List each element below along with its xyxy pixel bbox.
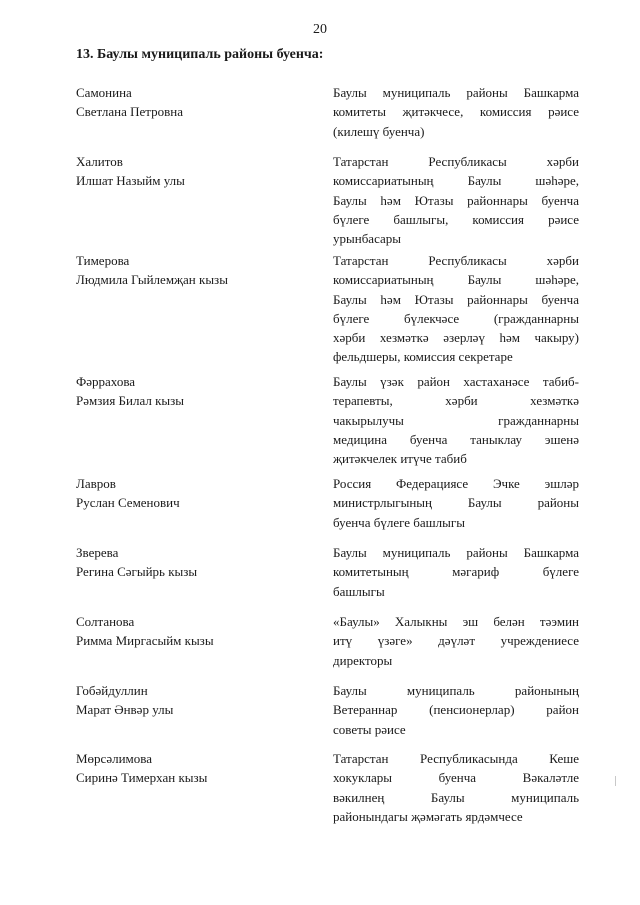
member-position-line: Татарстан Республикасында Кеше — [333, 751, 579, 766]
member-given-name: Сиринә Тимерхан кызы — [76, 770, 208, 786]
member-position-line: хокуклары буенча Вәкаләтле — [333, 770, 579, 786]
member-position-line: Баулы һәм Ютазы районнары буенча — [333, 192, 579, 208]
margin-mark — [615, 776, 616, 786]
member-surname: Зверева — [76, 545, 119, 560]
member-position-line: итү үзәге» дәүләт учреждениесе — [333, 633, 579, 649]
member-given-name: Илшат Назыйм улы — [76, 173, 185, 189]
member-position-line: Татарстан Республикасы хәрби — [333, 253, 579, 268]
member-given-name: Марат Әнвәр улы — [76, 702, 174, 718]
member-position-line: районындагы җәмәгать ярдәмчесе — [333, 808, 523, 824]
member-position-line: бүлеге башлыгы, комиссия рәисе — [333, 211, 579, 227]
member-name — [76, 474, 316, 513]
member-name — [76, 83, 316, 122]
member-surname: Мөрсәлимова — [76, 751, 153, 766]
member-surname: Самонина — [76, 85, 132, 100]
member-surname: Тимерова — [76, 253, 130, 268]
member-position-line: җитәкчелек итүче табиб — [333, 451, 467, 467]
member-position-line: директоры — [333, 652, 393, 668]
member-name — [76, 612, 316, 651]
member-name — [76, 372, 316, 411]
member-position — [333, 251, 579, 367]
member-given-name: Людмила Гыйлемҗан кызы — [76, 272, 228, 288]
member-surname: Халитов — [76, 154, 123, 169]
member-position-line: комитетының мәгариф бүлеге — [333, 564, 579, 580]
member-surname: Фәррахова — [76, 374, 136, 389]
member-position-line: Россия Федерациясе Эчке эшләр — [333, 476, 579, 491]
member-given-name: Светлана Петровна — [76, 104, 183, 120]
member-position-line: «Баулы» Халыкны эш белән тәэмин — [333, 614, 579, 629]
member-position-line: (килешү буенча) — [333, 123, 425, 139]
member-position-line: вәкилнең Баулы муниципаль — [333, 789, 579, 805]
member-name — [76, 681, 316, 720]
member-position-line: Татарстан Республикасы хәрби — [333, 154, 579, 169]
member-surname: Солтанова — [76, 614, 135, 629]
member-position — [333, 83, 579, 141]
section-heading: 13. Баулы муниципаль районы буенча: — [76, 47, 324, 62]
member-name — [76, 749, 316, 788]
member-position-line: хәрби хезмәткә әзерләү һәм чакыру) — [333, 330, 579, 346]
member-name — [76, 152, 316, 191]
member-position — [333, 749, 579, 826]
member-position-line: чакырылучы гражданнарны — [333, 412, 579, 428]
member-position-line: терапевты, хәрби хезмәткә — [333, 393, 579, 409]
member-position-line: советы рәисе — [333, 721, 406, 737]
member-position — [333, 474, 579, 532]
member-name — [76, 251, 316, 290]
member-position — [333, 612, 579, 670]
member-position-line: фельдшеры, комиссия секретаре — [333, 349, 513, 365]
page-number: 20 — [313, 22, 327, 37]
member-given-name: Регина Сәгыйрь кызы — [76, 564, 198, 580]
member-position-line: Баулы үзәк район хастаханәсе табиб- — [333, 374, 579, 389]
member-position-line: Баулы муниципаль районы Башкарма — [333, 85, 579, 100]
member-position-line: Баулы муниципаль районының — [333, 683, 579, 698]
member-given-name: Римма Миргасыйм кызы — [76, 633, 214, 649]
member-position-line: Ветераннар (пенсионерлар) район — [333, 702, 579, 718]
member-name — [76, 543, 316, 582]
member-position-line: буенча бүлеге башлыгы — [333, 514, 465, 530]
member-position — [333, 543, 579, 601]
member-position-line: медицина буенча таныклау эшенә — [333, 431, 579, 447]
member-position-line: комиссариатының Баулы шәһәре, — [333, 173, 579, 189]
member-position-line: бүлеге бүлекчәсе (гражданнарны — [333, 310, 579, 326]
member-given-name: Рәмзия Билал кызы — [76, 393, 184, 409]
member-position-line: министрлыгының Баулы районы — [333, 495, 579, 511]
member-position-line: урынбасары — [333, 231, 402, 247]
member-position — [333, 372, 579, 468]
member-position-line: Баулы муниципаль районы Башкарма — [333, 545, 579, 560]
member-surname: Гобәйдуллин — [76, 683, 148, 698]
member-position-line: башлыгы — [333, 583, 385, 599]
member-position — [333, 681, 579, 739]
member-position-line: Баулы һәм Ютазы районнары буенча — [333, 291, 579, 307]
member-given-name: Руслан Семенович — [76, 495, 180, 511]
member-position-line: комитеты җитәкчесе, комиссия рәисе — [333, 104, 579, 120]
member-position — [333, 152, 579, 248]
member-position-line: комиссариатының Баулы шәһәре, — [333, 272, 579, 288]
member-surname: Лавров — [76, 476, 116, 491]
